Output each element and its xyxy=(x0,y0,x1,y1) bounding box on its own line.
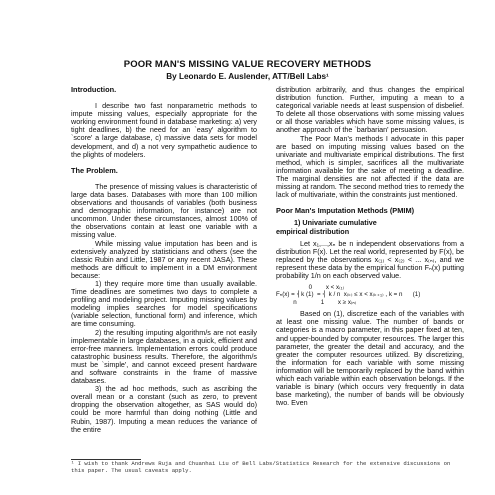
formula-line-2: Fₙ(x) = ⎨k (1) = ⎨ k / n x₍ₖ₎ ≤ x < x₍ₖ₊₁₎ , k = n (1) xyxy=(276,291,421,299)
pmim-subheading-2: empirical distribution xyxy=(276,226,350,236)
footnote: ¹ I wish to thank Andrews Ruja and Chuanhai Liu of Bell Labs/Statistics Research for the extensive discussions on this paper. The usual caveats apply. xyxy=(71,460,451,474)
paper-title: POOR MAN'S MISSING VALUE RECOVERY METHODS xyxy=(123,59,372,70)
poor-man-paragraph: The Poor Man's methods I advocate in this paper are based on imputing missing values based on the univariate and multivariate empirical distributions. The first method, which is simpler, sacrifices all the multivariate information available for the sake of meeting a deadline. The marginal densities are not affected if the data are missing at random. The second method tries to remedy the lack of multivariate, within the constraints just mentioned. xyxy=(276,133,464,200)
intro-heading: Introduction. xyxy=(71,85,117,94)
pmim-subheading-1: 1) Univariate cumulative xyxy=(294,218,377,228)
formula-line-3: n 1 x ≥ x₍ₙ₎ xyxy=(276,298,357,306)
let-paragraph: Let x₁,...,xₙ be n independent observations from a distribution F(x). Let the real world, represented by F(x), be replaced by the observations x₍₁₎ < x₍₂₎ < ... x₍ₙ₎, and we represent these data by the empirical function Fₙ(x) putting probability 1/n on each observed value. xyxy=(276,238,464,280)
paper-author: By Leonardo E. Auslender, ATT/Bell Labs¹ xyxy=(166,72,329,81)
formula-line-1: 0 x < x₍₁₎ xyxy=(276,284,345,292)
list-item-1: 1) they require more time than usually available. Time deadlines are sometimes two days to complete a profiling and modeling project. Imputing missing values by modeling implies searches for model specifications (variable selection, functional form) and inference, which are time consuming. xyxy=(71,278,257,329)
pmim-heading: Poor Man's Imputation Methods (PMIM) xyxy=(276,206,415,216)
continued-paragraph: distribution arbitrarily, and thus changes the empirical distribution function. Further, imputing a mean to a categorical variable needs at least suspension of disbelief. To delete all those observations with some missing values or all those variables which have some missing values, is another approach of the `barbarian' persuasion. xyxy=(276,85,464,135)
problem-heading: The Problem. xyxy=(71,165,118,175)
left-column xyxy=(71,86,257,434)
problem-paragraph-1: The presence of missing values is characteristic of large data bases. Databases with more than 100 million observations and thousands of variables (both business and demographic information, for instance) are not uncommon. Under these circumstances, almost 100% of the observations contain at least one variable with a missing value. xyxy=(71,181,257,240)
list-item-3: 3) the ad hoc methods, such as ascribing the overall mean or a constant (such as zero, to prevent dropping the observation altogether, as SAS would do) could be more harmful than doing nothing (Little and Rubin, 1987). Imputing a mean reduces the variance of the entire xyxy=(71,384,257,434)
intro-paragraph: I describe two fast nonparametric methods to impute missing values, especially appropriate for the working environment found in database marketing: a) very tight deadlines, b) the need for an `easy' algorithm to `score' a large database, c) massive data sets for model development, and d) a not very sympathetic audience to the plights of modelers. xyxy=(71,101,257,159)
list-item-2: 2) the resulting imputing algorithm/s are not easily implementable in large databases, in a quick, efficient and error-free manners. Implementation errors could produce catastrophic business results. Therefore, the algorithm/s must be `simple', and cannot exceed present hardware and software constraints in the frame of massive databases. xyxy=(71,327,257,386)
problem-paragraph-2: While missing value imputation has been and is extensively analyzed by statisticians and others (see the classic Rubin and Little, 1987 or any recent JASA). These methods are difficult to implement in a DM environment because: xyxy=(71,238,257,280)
right-column xyxy=(276,86,464,407)
based-paragraph: Based on (1), discretize each of the variables with at least one missing value. The number of bands or categories is a macro parameter, in this paper fixed at ten, and upper-bounded by computer resources. The larger this parameter, the greater the detail and accuracy, and the greater the computer resources utilized. By discretizing, the information for each variable with some missing information will be temporarily replaced by the band within which each variable within each observation belongs. If the variable is binary (which occurs very frequently in data base marketing), the number of bands will be obviously two. Even xyxy=(276,309,464,408)
